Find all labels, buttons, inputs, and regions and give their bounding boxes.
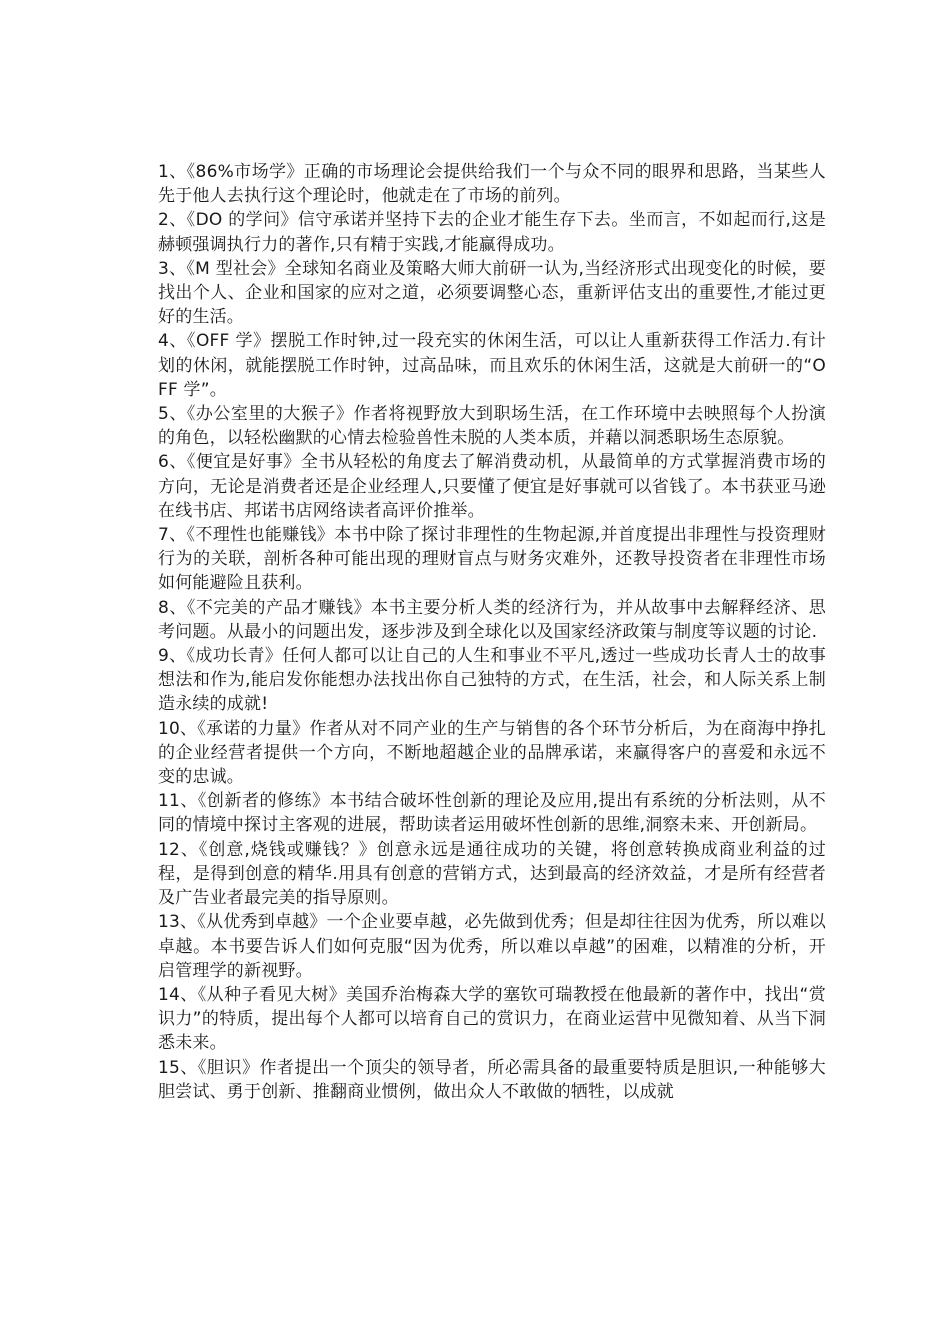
list-item: 2、《DO 的学问》信守承诺并坚持下去的企业才能生存下去。坐而言，不如起而行,这是赫顿强调执行力的著作,只有精于实践,才能赢得成功。 [158,210,826,255]
list-item: 3、《M 型社会》全球知名商业及策略大师大前研一认为,当经济形式出现变化的时候，要找出个人、企业和国家的应对之道，必须要调整心态，重新评估支出的重要性,才能过更好的生活。 [158,258,826,328]
list-item: 14、《从种子看见大树》美国乔治梅森大学的塞钦可瑞教授在他最新的著作中，找出“赏识力”的特质，提出每个人都可以培育自己的赏识力，在商业运营中见微知着、从当下洞悉未来。 [158,984,826,1054]
list-item: 13、《从优秀到卓越》一个企业要卓越，必先做到优秀；但是却往往因为优秀，所以难以卓越。本书要告诉人们如何克服“因为优秀，所以难以卓越”的困难，以精准的分析，开启管理学的新视野。 [158,912,826,981]
list-item: 6、《便宜是好事》全书从轻松的角度去了解消费动机，从最简单的方式掌握消费市场的方向，无论是消费者还是企业经理人,只要懂了便宜是好事就可以省钱了。本书获亚马逊在线书店、邦诺书店网络读者高评价推举。 [158,452,826,521]
list-item: 5、《办公室里的大猴子》作者将视野放大到职场生活，在工作环境中去映照每个人扮演的角色，以轻松幽默的心情去检验兽性未脱的人类本质，并藉以洞悉职场生态原貌。 [158,404,826,449]
list-item: 4、《OFF 学》摆脱工作时钟,过一段充实的休闲生活，可以让人重新获得工作活力.有计划的休闲，就能摆脱工作时钟，过高品味，而且欢乐的休闲生活，这就是大前研一的“OFF 学”。 [158,331,826,400]
list-item: 8、《不完美的产品才赚钱》本书主要分析人类的经济行为，并从故事中去解释经济、思考问题。从最小的问题出发，逐步涉及到全球化以及国家经济政策与制度等议题的讨论. [158,597,826,642]
list-item: 9、《成功长青》任何人都可以让自己的人生和事业不平凡,透过一些成功长青人士的故事想法和作为,能启发你能想办法找出你自己独特的方式，在生活，社会，和人际关系上制造永续的成就! [158,646,826,715]
list-item: 11、《创新者的修练》本书结合破坏性创新的理论及应用,提出有系统的分析法则，从不同的情境中探讨主客观的进展，帮助读者运用破坏性创新的思维,洞察未来、开创新局。 [158,791,826,836]
book-list [158,160,826,1104]
list-item: 10、《承诺的力量》作者从对不同产业的生产与销售的各个环节分析后，为在商海中挣扎的企业经营者提供一个方向，不断地超越企业的品牌承诺，来赢得客户的喜爱和永远不变的忠诚。 [158,718,826,788]
list-item: 15、《胆识》作者提出一个顶尖的领导者，所必需具备的最重要特质是胆识,一种能够大胆尝试、勇于创新、推翻商业惯例，做出众人不敢做的牺牲，以成就 [158,1057,826,1102]
list-item: 7、《不理性也能赚钱》本书中除了探讨非理性的生物起源,并首度提出非理性与投资理财行为的关联，剖析各种可能出现的理财盲点与财务灾难外，还教导投资者在非理性市场如何能避险且获利。 [158,525,826,594]
list-item: 12、《创意,烧钱或赚钱？》创意永远是通往成功的关键，将创意转换成商业利益的过程，是得到创意的精华.用具有创意的营销方式，达到最高的经济效益，才是所有经营者及广告业者最完美的指导原则。 [158,839,826,909]
list-item: 1、《86%市场学》正确的市场理论会提供给我们一个与众不同的眼界和思路，当某些人先于他人去执行这个理论时，他就走在了市场的前列。 [158,162,826,207]
